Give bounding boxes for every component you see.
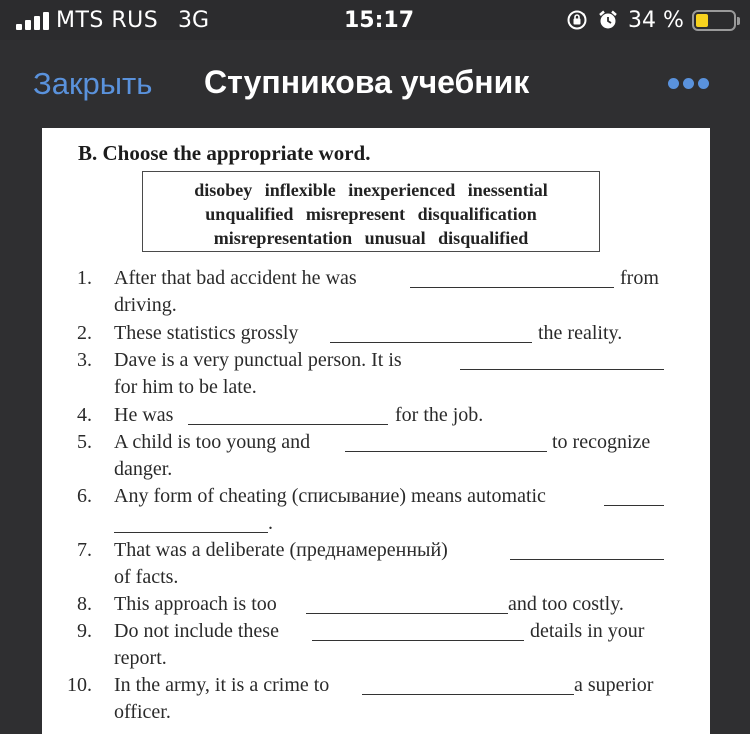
exercise-1: [42, 265, 710, 319]
close-button[interactable]: Закрыть: [33, 66, 153, 101]
exercise-number: 5.: [77, 431, 92, 453]
word-bank-word: disqualification: [417, 204, 537, 224]
sentence-text: and too costly.: [508, 593, 624, 615]
sentence-text: of facts.: [114, 566, 179, 588]
sentence-text: for him to be late.: [114, 376, 257, 398]
exercise-number: 4.: [77, 404, 92, 426]
sentence-text: He was: [114, 404, 174, 426]
more-options-icon[interactable]: [668, 78, 710, 90]
sentence-text: driving.: [114, 294, 177, 316]
exercise-8: [42, 591, 710, 618]
answer-blank[interactable]: [510, 559, 664, 560]
sentence-text: This approach is too: [114, 593, 277, 615]
exercise-number: 9.: [77, 620, 92, 642]
status-time: 15:17: [344, 8, 415, 33]
exercise-2: [42, 320, 710, 347]
word-bank-word: misrepresent: [305, 204, 406, 224]
answer-blank[interactable]: [188, 424, 388, 425]
exercise-number: 7.: [77, 539, 92, 561]
exercise-number: 2.: [77, 322, 92, 344]
answer-blank[interactable]: [410, 287, 614, 288]
exercise-6: [42, 483, 710, 537]
word-bank-word: disqualified: [438, 228, 529, 248]
word-bank: [142, 171, 600, 252]
sentence-text: These statistics grossly: [114, 322, 299, 344]
word-bank-word: misrepresentation: [213, 228, 353, 248]
word-bank-word: disobey: [194, 180, 253, 200]
sentence-text: officer.: [114, 701, 171, 723]
sentence-text: the reality.: [538, 322, 623, 344]
status-bar: [0, 0, 750, 40]
exercise-number: 8.: [77, 593, 92, 615]
exercise-number: 1.: [77, 267, 92, 289]
section-heading: B. Choose the appropriate word.: [78, 141, 371, 165]
answer-blank[interactable]: [604, 505, 664, 506]
sentence-text: Any form of cheating (списывание) means automatic: [114, 485, 546, 507]
navigation-bar: [0, 40, 750, 128]
sentence-text: In the army, it is a crime to: [114, 674, 330, 696]
carrier-name: MTS RUS: [56, 8, 159, 33]
answer-blank[interactable]: [312, 640, 524, 641]
sentence-text: a superior: [574, 674, 654, 696]
word-bank-word: inessential: [467, 180, 548, 200]
exercise-10: [42, 672, 710, 726]
exercise-7: [42, 537, 710, 591]
answer-blank[interactable]: [460, 369, 664, 370]
sentence-text: Do not include these: [114, 620, 279, 642]
alarm-icon: [597, 9, 619, 31]
exercise-number: 3.: [77, 349, 92, 371]
word-bank-row: [143, 178, 599, 202]
answer-blank[interactable]: [114, 532, 268, 533]
word-bank-word: inexperienced: [348, 180, 456, 200]
word-bank-row: [143, 226, 599, 250]
sentence-text: to recognize: [552, 431, 651, 453]
sentence-text: Dave is a very punctual person. It is: [114, 349, 402, 371]
sentence-text: from: [620, 267, 659, 289]
sentence-text: .: [268, 512, 273, 534]
answer-blank[interactable]: [330, 342, 532, 343]
signal-strength-icon: [16, 12, 52, 30]
network-type: 3G: [178, 8, 210, 33]
word-bank-word: unqualified: [205, 204, 294, 224]
exercise-9: [42, 618, 710, 672]
exercise-3: [42, 347, 710, 401]
document-page: [42, 128, 710, 734]
battery-percent: 34 %: [628, 8, 684, 33]
word-bank-word: unusual: [364, 228, 426, 248]
sentence-text: A child is too young and: [114, 431, 311, 453]
exercise-4: [42, 402, 710, 429]
battery-icon: [692, 10, 736, 31]
answer-blank[interactable]: [306, 613, 508, 614]
word-bank-row: [143, 202, 599, 226]
sentence-text: details in your: [530, 620, 645, 642]
sentence-text: After that bad accident he was: [114, 267, 357, 289]
sentence-text: That was a deliberate (преднамеренный): [114, 539, 448, 561]
sentence-text: for the job.: [395, 404, 484, 426]
word-bank-word: inflexible: [264, 180, 336, 200]
orientation-lock-icon: [566, 9, 588, 31]
exercise-5: [42, 429, 710, 483]
sentence-text: danger.: [114, 458, 173, 480]
document-title: Ступникова учебник: [204, 64, 530, 100]
answer-blank[interactable]: [362, 694, 574, 695]
sentence-text: report.: [114, 647, 167, 669]
exercise-number: 10.: [67, 674, 92, 696]
answer-blank[interactable]: [345, 451, 547, 452]
battery-level-fill: [696, 14, 708, 27]
exercise-number: 6.: [77, 485, 92, 507]
